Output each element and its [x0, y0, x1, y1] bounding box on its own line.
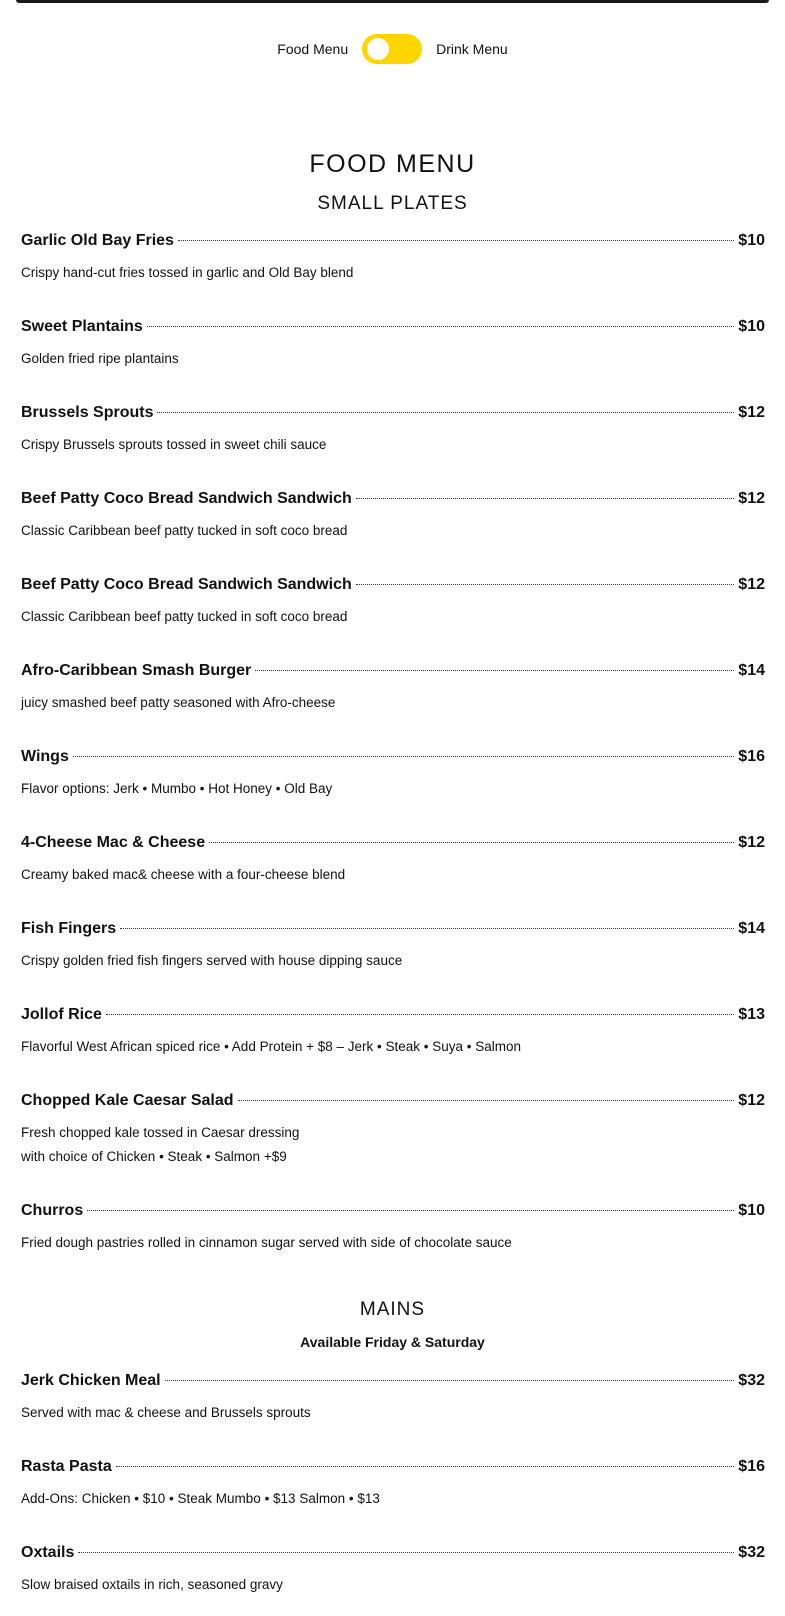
menu-item — [21, 1458, 765, 1511]
item-name: Jollof Rice — [21, 1006, 102, 1023]
menu-item — [21, 662, 765, 715]
item-name: Brussels Sprouts — [21, 404, 154, 421]
menu-item — [21, 748, 765, 801]
item-description: Crispy golden fried fish fingers served with house dipping sauce — [21, 953, 403, 968]
menu-item — [21, 1092, 765, 1169]
menu-toggle-row — [0, 34, 785, 64]
menu-item — [21, 490, 765, 543]
menu-item — [21, 834, 765, 887]
item-name: Fish Fingers — [21, 920, 117, 937]
item-description: Crispy hand-cut fries tossed in garlic and Old Bay blend — [21, 265, 354, 280]
item-price: $12 — [738, 404, 765, 421]
item-description: Fresh chopped kale tossed in Caesar dressing — [21, 1125, 300, 1140]
dot-leader — [87, 1210, 734, 1211]
dot-leader — [120, 928, 734, 929]
dot-leader — [238, 1100, 735, 1101]
item-description: Creamy baked mac& cheese with a four-cheese blend — [21, 867, 346, 882]
item-name: Sweet Plantains — [21, 318, 143, 335]
menu-item — [21, 1544, 765, 1597]
dot-leader — [255, 670, 734, 671]
menu-item — [21, 1006, 765, 1059]
item-name: Afro-Caribbean Smash Burger — [21, 662, 252, 679]
item-description: Classic Caribbean beef patty tucked in soft coco bread — [21, 609, 348, 624]
item-description: Served with mac & cheese and Brussels sprouts — [21, 1405, 311, 1420]
item-price: $10 — [738, 232, 765, 249]
mains-availability-note: Available Friday & Saturday — [300, 1334, 485, 1350]
menu-toggle-switch[interactable] — [362, 34, 422, 64]
item-name: Beef Patty Coco Bread Sandwich Sandwich — [21, 576, 352, 593]
item-name: Wings — [21, 748, 69, 765]
item-name: Jerk Chicken Meal — [21, 1372, 161, 1389]
menu-item — [21, 576, 765, 629]
dot-leader — [106, 1014, 734, 1015]
item-description: Golden fried ripe plantains — [21, 351, 179, 366]
toggle-knob — [367, 38, 389, 60]
menu-item — [21, 232, 765, 285]
drink-menu-label[interactable]: Drink Menu — [436, 41, 508, 57]
dot-leader — [116, 1466, 735, 1467]
item-name: 4-Cheese Mac & Cheese — [21, 834, 206, 851]
item-price: $16 — [738, 748, 765, 765]
item-price: $12 — [738, 576, 765, 593]
item-price: $13 — [738, 1006, 765, 1023]
item-name: Rasta Pasta — [21, 1458, 112, 1475]
item-name: Churros — [21, 1202, 84, 1219]
item-description: Slow braised oxtails in rich, seasoned gravy — [21, 1577, 283, 1592]
dot-leader — [356, 498, 735, 499]
item-price: $10 — [738, 318, 765, 335]
item-price: $32 — [738, 1544, 765, 1561]
section-title-small-plates: SMALL PLATES — [317, 193, 468, 214]
food-menu-label[interactable]: Food Menu — [277, 41, 349, 57]
item-price: $14 — [738, 662, 765, 679]
item-description: Fried dough pastries rolled in cinnamon sugar served with side of chocolate sauce — [21, 1235, 512, 1250]
dot-leader — [165, 1380, 735, 1381]
item-price: $12 — [738, 1092, 765, 1109]
item-price: $14 — [738, 920, 765, 937]
item-name: Garlic Old Bay Fries — [21, 232, 174, 249]
menu-item — [21, 318, 765, 371]
section-title-mains: MAINS — [359, 1299, 426, 1320]
menu-item — [21, 404, 765, 457]
dot-leader — [73, 756, 734, 757]
dot-leader — [209, 842, 734, 843]
item-name: Chopped Kale Caesar Salad — [21, 1092, 234, 1109]
item-price: $10 — [738, 1202, 765, 1219]
item-name: Oxtails — [21, 1544, 75, 1561]
item-description: Classic Caribbean beef patty tucked in soft coco bread — [21, 523, 348, 538]
header-bar — [16, 0, 769, 3]
dot-leader — [157, 412, 734, 413]
menu-item — [21, 1202, 765, 1255]
item-price: $12 — [738, 834, 765, 851]
dot-leader — [147, 326, 734, 327]
item-description-line-2: with choice of Chicken • Steak • Salmon +$9 — [21, 1149, 287, 1164]
item-description: Flavor options: Jerk • Mumbo • Hot Honey • Old Bay — [21, 781, 333, 796]
dot-leader — [78, 1552, 734, 1553]
item-price: $12 — [738, 490, 765, 507]
item-description: Crispy Brussels sprouts tossed in sweet chili sauce — [21, 437, 327, 452]
item-name: Beef Patty Coco Bread Sandwich Sandwich — [21, 490, 352, 507]
dot-leader — [178, 240, 734, 241]
item-description: juicy smashed beef patty seasoned with Afro-cheese — [21, 695, 336, 710]
menu-item — [21, 920, 765, 973]
dot-leader — [356, 584, 735, 585]
item-description: Flavorful West African spiced rice • Add Protein + $8 – Jerk • Steak • Suya • Salmon — [21, 1039, 522, 1054]
item-description: Add-Ons: Chicken • $10 • Steak Mumbo • $13 Salmon • $13 — [21, 1491, 380, 1506]
menu-item — [21, 1372, 765, 1425]
item-price: $32 — [738, 1372, 765, 1389]
item-price: $16 — [738, 1458, 765, 1475]
page-title: FOOD MENU — [309, 150, 476, 178]
